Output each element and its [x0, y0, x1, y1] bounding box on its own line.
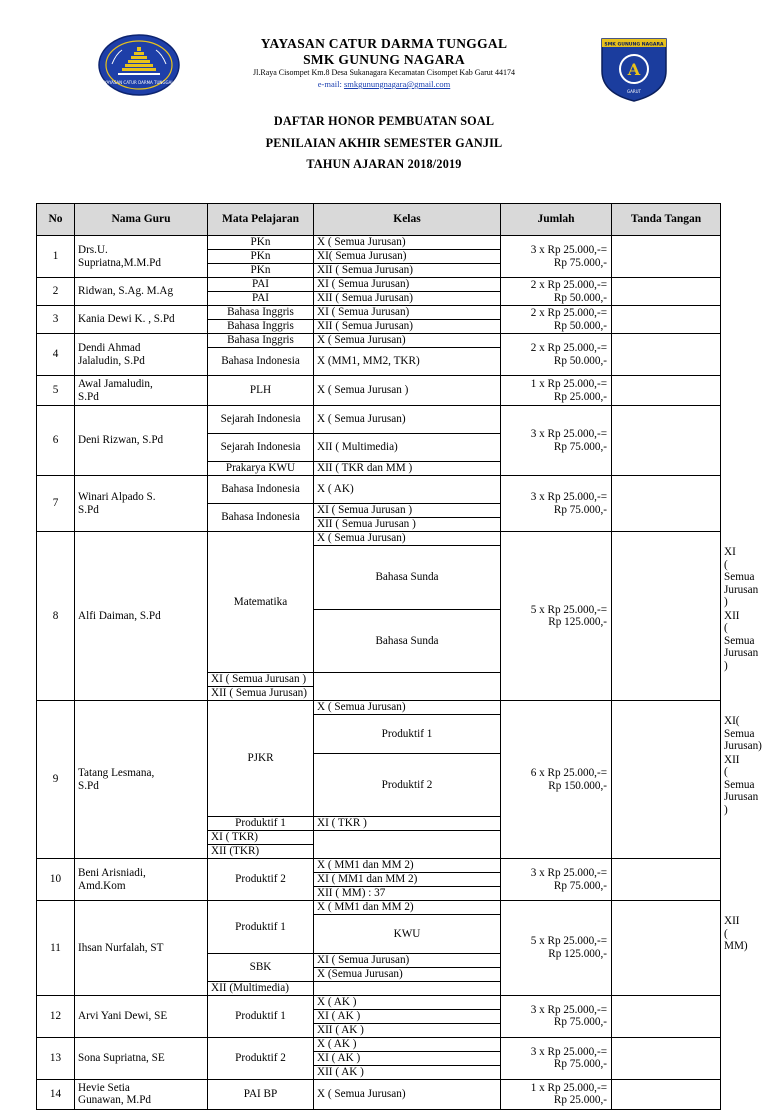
table-row	[37, 306, 721, 320]
cell-nama-guru-line: Awal Jamaludin,	[78, 378, 153, 390]
cell-no	[37, 278, 75, 306]
cell-mata-pelajaran-text: PAI BP	[243, 1087, 278, 1100]
cell-no-text: 3	[52, 313, 59, 326]
cell-nama-guru	[75, 236, 208, 278]
cell-mata-pelajaran-text: SBK	[249, 960, 272, 973]
school-address: Jl.Raya Cisompet Km.8 Desa Sukanagara Kecamatan Cisompet Kab Garut 44174	[253, 68, 515, 77]
cell-nama-guru	[75, 376, 208, 406]
cell-mata-pelajaran	[208, 995, 314, 1037]
cell-mata-pelajaran	[208, 1037, 314, 1079]
cell-kelas-text: X ( Semua Jurusan)	[317, 413, 406, 426]
cell-mata-pelajaran-text: Bahasa Inggris	[227, 334, 294, 347]
cell-jumlah	[501, 278, 612, 306]
cell-jumlah-line: Rp 75.000,-	[553, 256, 607, 269]
cell-no-text: 5	[52, 384, 59, 397]
cell-nama-guru-line: Gunawan, M.Pd	[78, 1094, 152, 1106]
cell-nama-guru-line: Ihsan Nurfalah, ST	[78, 941, 164, 954]
svg-text:A: A	[627, 60, 641, 79]
cell-kelas-text: X ( Semua Jurusan )	[317, 384, 409, 397]
school-logo-icon	[598, 33, 670, 103]
cell-kelas-text: XII ( Semua Jurusan )	[724, 753, 759, 816]
cell-mata-pelajaran	[208, 504, 314, 532]
cell-kelas-text: XI ( Semua Jurusan )	[317, 504, 413, 517]
cell-jumlah-line: 3 x Rp 25.000,-=	[530, 867, 607, 879]
cell-kelas-text: XI ( TKR )	[317, 817, 367, 830]
cell-kelas	[314, 320, 501, 334]
cell-mata-pelajaran	[208, 901, 314, 954]
cell-kelas-text: XI ( Semua Jurusan)	[317, 278, 410, 291]
cell-kelas	[208, 831, 314, 845]
cell-nama-guru	[75, 306, 208, 334]
cell-no	[37, 859, 75, 901]
cell-tanda-tangan[interactable]	[612, 859, 721, 901]
cell-kelas	[314, 859, 501, 873]
cell-jumlah	[501, 532, 612, 701]
cell-kelas	[314, 476, 501, 504]
cell-kelas	[208, 845, 314, 859]
cell-jumlah-line: Rp 75.000,-	[553, 440, 607, 453]
cell-mata-pelajaran-text: Produktif 2	[235, 873, 286, 886]
cell-no-text: 13	[49, 1051, 62, 1064]
cell-kelas-text: XI( Semua Jurusan)	[317, 250, 407, 263]
cell-jumlah	[501, 901, 612, 996]
cell-mata-pelajaran	[208, 306, 314, 320]
cell-mata-pelajaran	[208, 859, 314, 901]
cell-tanda-tangan[interactable]	[612, 236, 721, 278]
cell-mata-pelajaran	[314, 546, 501, 610]
cell-kelas	[314, 434, 501, 462]
cell-jumlah-line: 3 x Rp 25.000,-=	[530, 1003, 607, 1016]
email-label: e-mail:	[317, 79, 344, 89]
cell-kelas-text: XII (Multimedia)	[211, 981, 289, 994]
cell-jumlah	[501, 1079, 612, 1109]
cell-mata-pelajaran-text: Produktif 1	[235, 920, 286, 933]
cell-tanda-tangan[interactable]	[612, 1037, 721, 1079]
table-row	[37, 859, 721, 873]
cell-nama-guru	[75, 278, 208, 306]
cell-mata-pelajaran-text: Bahasa Inggris	[227, 320, 294, 333]
column-header-nama-guru: Nama Guru	[75, 204, 208, 236]
cell-kelas-text: XI( Semua Jurusan)	[724, 715, 762, 752]
cell-tanda-tangan[interactable]	[612, 406, 721, 476]
svg-text:YAYASAN CATUR DARMA TUNGGAL: YAYASAN CATUR DARMA TUNGGAL	[104, 80, 174, 85]
cell-nama-guru-line: Ridwan, S.Ag. M.Ag	[78, 285, 174, 298]
cell-tanda-tangan[interactable]	[612, 334, 721, 376]
cell-no-text: 6	[52, 434, 59, 447]
cell-kelas-text: XII ( Multimedia)	[317, 441, 398, 454]
cell-mata-pelajaran	[208, 264, 314, 278]
cell-mata-pelajaran-text: Prakarya KWU	[225, 462, 296, 475]
document-title-line-1: DAFTAR HONOR PEMBUATAN SOAL	[273, 114, 495, 128]
cell-kelas-text: X ( AK)	[317, 483, 354, 496]
cell-mata-pelajaran-text: Sejarah Indonesia	[220, 441, 301, 454]
cell-kelas-text: XII ( Semua Jurusan)	[317, 264, 414, 277]
cell-kelas-text: X (MM1, MM2, TKR)	[317, 355, 420, 368]
cell-jumlah-line: Rp 25.000,-	[553, 390, 607, 403]
cell-mata-pelajaran	[208, 1079, 314, 1109]
cell-no-text: 4	[52, 348, 59, 361]
cell-jumlah-line: 2 x Rp 25.000,-=	[530, 279, 607, 291]
honor-table	[36, 203, 762, 1110]
cell-mata-pelajaran-text: Bahasa Inggris	[227, 306, 294, 319]
cell-mata-pelajaran	[208, 434, 314, 462]
cell-mata-pelajaran	[208, 334, 314, 348]
cell-jumlah-line: Rp 75.000,-	[553, 1058, 607, 1070]
cell-kelas	[314, 236, 501, 250]
cell-mata-pelajaran-text: Produktif 2	[381, 778, 433, 791]
cell-tanda-tangan[interactable]	[612, 901, 721, 996]
cell-nama-guru	[75, 532, 208, 701]
cell-kelas-text: X (Semua Jurusan)	[317, 967, 403, 980]
cell-nama-guru	[75, 1079, 208, 1109]
cell-jumlah	[501, 859, 612, 901]
cell-kelas	[208, 687, 314, 701]
cell-kelas	[314, 406, 501, 434]
cell-mata-pelajaran-text: PJKR	[247, 752, 274, 765]
cell-kelas-text: XII ( AK )	[317, 1065, 364, 1078]
cell-nama-guru-line: Beni Arisniadi,	[78, 867, 146, 879]
cell-nama-guru-line: Dendi Ahmad	[78, 342, 141, 354]
cell-jumlah-line: 5 x Rp 25.000,-=	[530, 935, 607, 948]
cell-no	[37, 376, 75, 406]
letterhead	[0, 0, 768, 110]
column-header-jumlah: Jumlah	[501, 204, 612, 236]
cell-tanda-tangan[interactable]	[612, 376, 721, 406]
cell-no	[37, 995, 75, 1037]
cell-jumlah-line: 3 x Rp 25.000,-=	[530, 491, 607, 503]
cell-nama-guru	[75, 995, 208, 1037]
cell-nama-guru-line: Kania Dewi K. , S.Pd	[78, 313, 175, 326]
table-row	[37, 901, 721, 915]
cell-mata-pelajaran-text: Produktif 1	[235, 817, 286, 830]
cell-kelas-text: XII ( Semua Jurusan)	[317, 320, 414, 333]
cell-mata-pelajaran	[314, 609, 501, 673]
cell-nama-guru-line: Arvi Yani Dewi, SE	[78, 1009, 168, 1022]
cell-nama-guru-line: S.Pd	[78, 779, 99, 792]
cell-jumlah-line: Rp 75.000,-	[553, 1016, 607, 1028]
cell-kelas	[314, 701, 501, 715]
cell-kelas	[314, 334, 501, 348]
cell-mata-pelajaran	[208, 532, 314, 673]
cell-jumlah-line: 1 x Rp 25.000,-=	[530, 378, 607, 390]
cell-nama-guru	[75, 859, 208, 901]
cell-kelas-text: XII ( MM) : 37	[317, 887, 386, 900]
cell-mata-pelajaran-text: Bahasa Sunda	[375, 634, 439, 647]
cell-tanda-tangan[interactable]	[612, 701, 721, 859]
column-header-mata-pelajaran: Mata Pelajaran	[208, 204, 314, 236]
cell-tanda-tangan[interactable]	[612, 306, 721, 334]
cell-jumlah-line: Rp 75.000,-	[553, 879, 607, 892]
cell-nama-guru	[75, 901, 208, 996]
cell-jumlah	[501, 1037, 612, 1079]
cell-jumlah-line: 3 x Rp 25.000,-=	[530, 1045, 607, 1058]
cell-no-text: 11	[50, 941, 61, 954]
cell-jumlah-line: 5 x Rp 25.000,-=	[530, 603, 607, 616]
cell-tanda-tangan[interactable]	[612, 995, 721, 1037]
cell-kelas-text: XI ( AK )	[317, 1051, 361, 1064]
cell-mata-pelajaran	[208, 250, 314, 264]
cell-mata-pelajaran-text: Bahasa Indonesia	[221, 355, 300, 368]
cell-mata-pelajaran	[208, 320, 314, 334]
cell-jumlah-line: 6 x Rp 25.000,-=	[530, 767, 607, 779]
cell-kelas-text: XII ( TKR dan MM )	[317, 462, 413, 475]
cell-kelas-text: XII ( AK )	[317, 1023, 364, 1036]
cell-tanda-tangan[interactable]	[612, 1079, 721, 1109]
cell-kelas-text: XII (TKR)	[211, 845, 260, 858]
cell-mata-pelajaran-text: Produktif 1	[235, 1009, 286, 1022]
cell-jumlah-line: Rp 25.000,-	[553, 1094, 607, 1106]
cell-mata-pelajaran	[208, 817, 314, 831]
svg-text:GARUT: GARUT	[627, 89, 641, 94]
cell-mata-pelajaran-text: PLH	[249, 384, 272, 397]
cell-kelas-text: X ( Semua Jurusan)	[317, 1087, 406, 1100]
cell-nama-guru-line: Winari Alpado S.	[78, 491, 156, 503]
table-header-row	[37, 204, 721, 236]
document-title-line-2: PENILAIAN AKHIR SEMESTER GANJIL	[265, 136, 503, 150]
cell-mata-pelajaran	[208, 376, 314, 406]
cell-kelas	[314, 532, 501, 546]
cell-kelas	[208, 981, 314, 995]
cell-kelas	[314, 348, 501, 376]
cell-kelas-text: XI ( Semua Jurusan )	[724, 546, 759, 608]
cell-jumlah-line: 3 x Rp 25.000,-=	[530, 428, 607, 440]
table-row	[37, 334, 721, 348]
cell-mata-pelajaran-text: Produktif 2	[235, 1051, 286, 1064]
table-row	[37, 476, 721, 504]
cell-kelas	[314, 1051, 501, 1065]
cell-nama-guru	[75, 476, 208, 532]
email-link[interactable]: smkgunungnagara@gmail.com	[343, 79, 451, 89]
cell-kelas	[314, 1079, 501, 1109]
cell-mata-pelajaran-text: PAI	[252, 292, 269, 305]
cell-jumlah	[501, 995, 612, 1037]
cell-nama-guru	[75, 406, 208, 476]
cell-nama-guru-line: Amd.Kom	[78, 879, 126, 892]
cell-kelas	[314, 995, 501, 1009]
table-row	[37, 995, 721, 1009]
school-email-line	[160, 79, 608, 89]
cell-mata-pelajaran	[208, 462, 314, 476]
cell-kelas-text: X ( AK )	[317, 1037, 357, 1050]
cell-kelas	[314, 1009, 501, 1023]
cell-kelas-text: XI ( TKR)	[211, 831, 259, 844]
cell-kelas	[314, 1023, 501, 1037]
cell-kelas	[314, 887, 501, 901]
cell-no	[37, 1037, 75, 1079]
cell-kelas	[314, 873, 501, 887]
foundation-name: YAYASAN CATUR DARMA TUNGGAL	[260, 36, 508, 51]
cell-nama-guru	[75, 701, 208, 859]
cell-no	[37, 306, 75, 334]
cell-jumlah-line: 3 x Rp 25.000,-=	[530, 244, 607, 256]
cell-mata-pelajaran	[208, 406, 314, 434]
table-row	[37, 406, 721, 434]
cell-nama-guru	[75, 1037, 208, 1079]
cell-mata-pelajaran-text: PAI	[252, 278, 269, 291]
cell-kelas-text: XI ( AK )	[317, 1009, 361, 1022]
cell-kelas-text: X ( MM1 dan MM 2)	[317, 901, 414, 914]
cell-kelas	[314, 278, 501, 292]
cell-kelas	[314, 264, 501, 278]
cell-kelas	[208, 673, 314, 687]
column-header-tanda-tangan: Tanda Tangan	[612, 204, 721, 236]
cell-nama-guru-line: S.Pd	[78, 503, 99, 516]
cell-no	[37, 236, 75, 278]
table-row	[37, 1079, 721, 1109]
cell-jumlah-line: Rp 125.000,-	[548, 947, 607, 960]
cell-mata-pelajaran-text: Bahasa Indonesia	[221, 511, 300, 524]
cell-kelas-text: XII ( Semua Jurusan )	[317, 518, 416, 531]
cell-no	[37, 1079, 75, 1109]
cell-kelas-text: X ( Semua Jurusan)	[317, 236, 406, 249]
cell-mata-pelajaran	[208, 953, 314, 981]
cell-nama-guru-line: Alfi Daiman, S.Pd	[78, 609, 161, 622]
cell-jumlah-line: 2 x Rp 25.000,-=	[530, 342, 607, 354]
svg-text:SMK GUNUNG NAGARA: SMK GUNUNG NAGARA	[604, 42, 664, 48]
cell-kelas-text: X ( Semua Jurusan)	[317, 532, 406, 545]
cell-no	[37, 334, 75, 376]
cell-mata-pelajaran-text: KWU	[393, 927, 421, 940]
table-row	[37, 532, 721, 546]
cell-kelas-text: X ( AK )	[317, 995, 357, 1008]
cell-kelas	[314, 953, 501, 967]
cell-jumlah-line: Rp 50.000,-	[553, 319, 607, 332]
cell-kelas-text: X ( MM1 dan MM 2)	[317, 859, 414, 872]
cell-no-text: 1	[52, 250, 59, 263]
cell-nama-guru-line: Hevie Setia	[78, 1081, 130, 1094]
cell-mata-pelajaran	[208, 236, 314, 250]
cell-no-text: 8	[52, 609, 59, 622]
cell-mata-pelajaran	[314, 715, 501, 754]
cell-jumlah	[501, 376, 612, 406]
cell-mata-pelajaran	[208, 701, 314, 817]
cell-mata-pelajaran-text: Bahasa Sunda	[375, 571, 439, 583]
cell-no	[37, 532, 75, 701]
cell-nama-guru-line: S.Pd	[78, 390, 99, 403]
cell-no-text: 2	[52, 285, 59, 298]
table-body	[37, 236, 762, 1110]
cell-nama-guru-line: Jalaludin, S.Pd	[78, 354, 145, 367]
cell-tanda-tangan[interactable]	[612, 532, 721, 701]
cell-mata-pelajaran-text: Sejarah Indonesia	[220, 413, 301, 426]
cell-tanda-tangan[interactable]	[612, 278, 721, 306]
column-header-no: No	[37, 204, 75, 236]
cell-kelas-text: XII ( Semua Jurusan)	[317, 292, 414, 305]
cell-jumlah-line: 2 x Rp 25.000,-=	[530, 307, 607, 319]
cell-no	[37, 901, 75, 996]
cell-no-text: 9	[52, 773, 59, 786]
cell-jumlah	[501, 701, 612, 859]
cell-kelas	[314, 1065, 501, 1079]
cell-mata-pelajaran	[314, 915, 501, 954]
cell-tanda-tangan[interactable]	[612, 476, 721, 532]
cell-kelas	[314, 306, 501, 320]
cell-mata-pelajaran	[208, 292, 314, 306]
table-row	[37, 376, 721, 406]
cell-nama-guru-line: Supriatna,M.M.Pd	[78, 256, 161, 269]
cell-kelas	[314, 462, 501, 476]
cell-mata-pelajaran	[208, 476, 314, 504]
cell-mata-pelajaran-text: PKn	[250, 236, 271, 249]
cell-kelas	[314, 376, 501, 406]
cell-mata-pelajaran-text: Bahasa Indonesia	[221, 483, 300, 496]
cell-nama-guru	[75, 334, 208, 376]
column-header-kelas: Kelas	[314, 204, 501, 236]
cell-kelas	[314, 504, 501, 518]
table-row	[37, 278, 721, 292]
cell-nama-guru-line: Sona Supriatna, SE	[78, 1051, 165, 1064]
cell-kelas	[314, 1037, 501, 1051]
cell-kelas	[314, 817, 501, 831]
cell-kelas	[314, 518, 501, 532]
cell-mata-pelajaran-text: PKn	[250, 250, 271, 263]
cell-nama-guru-line: Deni Rizwan, S.Pd	[78, 434, 164, 447]
cell-kelas-text: XI ( Semua Jurusan)	[317, 953, 410, 966]
cell-jumlah	[501, 334, 612, 376]
cell-mata-pelajaran-text: Matematika	[233, 595, 288, 608]
cell-nama-guru-line: Tatang Lesmana,	[78, 767, 155, 779]
cell-kelas	[314, 292, 501, 306]
document-title-line-3: TAHUN AJARAN 2018/2019	[306, 157, 462, 171]
cell-jumlah	[501, 476, 612, 532]
cell-kelas-text: XII ( Semua Jurusan )	[724, 609, 759, 672]
cell-jumlah	[501, 306, 612, 334]
cell-no-text: 14	[49, 1087, 62, 1100]
cell-nama-guru-line: Drs.U.	[78, 244, 108, 256]
cell-kelas-text: XII ( MM)	[724, 915, 748, 952]
school-name: SMK GUNUNG NAGARA	[303, 52, 465, 67]
cell-kelas-text: XI ( MM1 dan MM 2)	[317, 873, 418, 886]
cell-no-text: 7	[52, 497, 59, 510]
cell-kelas	[314, 967, 501, 981]
cell-no-text: 10	[49, 873, 62, 886]
cell-jumlah-line: Rp 125.000,-	[548, 616, 607, 628]
cell-mata-pelajaran	[314, 753, 501, 817]
cell-jumlah	[501, 406, 612, 476]
cell-kelas-text: XI ( Semua Jurusan )	[211, 673, 307, 686]
cell-jumlah-line: 1 x Rp 25.000,-=	[530, 1081, 607, 1094]
cell-no	[37, 476, 75, 532]
cell-kelas-text: XII ( Semua Jurusan)	[211, 687, 308, 700]
cell-no-text: 12	[49, 1009, 62, 1022]
cell-mata-pelajaran	[208, 348, 314, 376]
table-row	[37, 1037, 721, 1051]
cell-kelas	[314, 901, 501, 915]
cell-mata-pelajaran	[208, 278, 314, 292]
cell-kelas	[314, 250, 501, 264]
cell-no	[37, 406, 75, 476]
cell-no	[37, 701, 75, 859]
cell-kelas-text: X ( Semua Jurusan)	[317, 701, 406, 714]
table-row	[37, 236, 721, 250]
cell-kelas-text: X ( Semua Jurusan)	[317, 334, 406, 347]
cell-mata-pelajaran-text: PKn	[250, 264, 271, 277]
table-row	[37, 701, 721, 715]
cell-kelas-text: XI ( Semua Jurusan)	[317, 306, 410, 319]
cell-jumlah-line: Rp 75.000,-	[553, 503, 607, 516]
cell-jumlah-line: Rp 150.000,-	[548, 779, 607, 792]
cell-jumlah-line: Rp 50.000,-	[553, 354, 607, 367]
cell-jumlah	[501, 236, 612, 278]
cell-jumlah-line: Rp 50.000,-	[553, 291, 607, 304]
cell-mata-pelajaran-text: Produktif 1	[381, 727, 433, 740]
